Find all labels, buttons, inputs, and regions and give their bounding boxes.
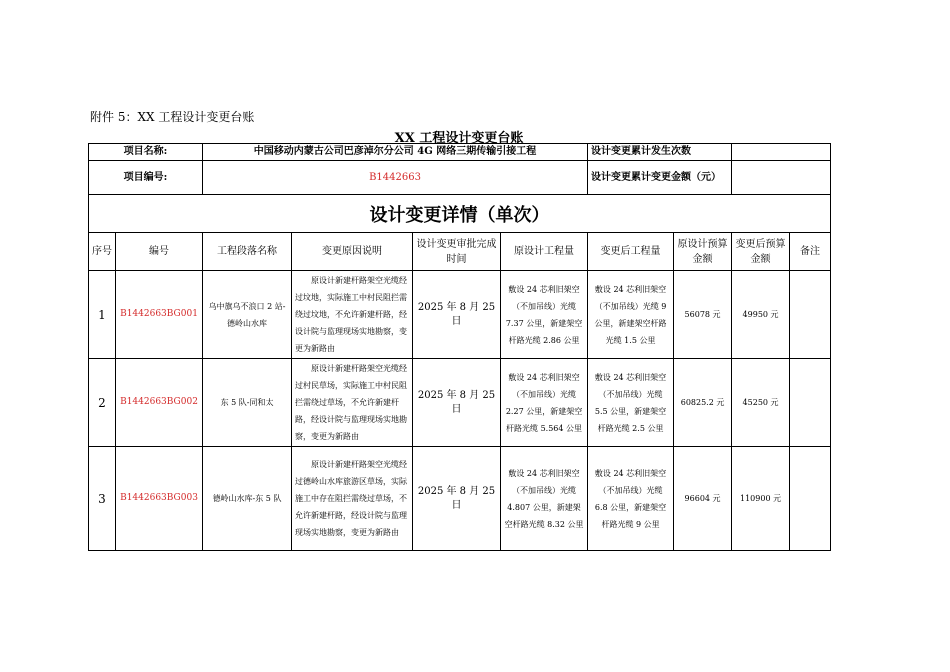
row-segment: 德岭山水库-东 5 队	[203, 447, 292, 551]
header-row	[89, 233, 831, 271]
row-reason: 原设计新建杆路架空光缆经过德岭山水库旅游区草场，实际施工中存在阻拦需绕过草场，不允许新建杆路，经设计院与监理现场实地勘察，变更为新路由	[292, 447, 413, 551]
change-count-value	[732, 144, 831, 161]
row-no: 1	[89, 271, 116, 359]
row-orig-qty: 敷设 24 芯利旧架空（不加吊线）光缆 2.27 公里，新建架空杆路光缆 5.564 公里	[501, 359, 588, 447]
project-code-value: B1442663	[203, 161, 588, 195]
col-header-code: 编号	[116, 233, 203, 271]
row-code: B1442663BG003	[116, 447, 203, 551]
row-new-amt: 49950 元	[732, 271, 790, 359]
row-orig-qty: 敷设 24 芯利旧架空（不加吊线）光缆 4.807 公里，新建架空杆路光缆 8.32 公里	[501, 447, 588, 551]
row-note	[790, 359, 831, 447]
row-reason: 原设计新建杆路架空光缆经过坟地，实际施工中村民阻拦需绕过坟地，不允许新建杆路，经设计院与监理现场实地勘察，变更为新路由	[292, 271, 413, 359]
project-name-label: 项目名称:	[89, 144, 203, 161]
section-title: 设计变更详情（单次）	[89, 195, 831, 233]
col-header-no: 序号	[89, 233, 116, 271]
row-note	[790, 447, 831, 551]
row-no: 3	[89, 447, 116, 551]
row-no: 2	[89, 359, 116, 447]
row-code: B1442663BG002	[116, 359, 203, 447]
row-date: 2025 年 8 月 25 日	[413, 271, 501, 359]
table-row	[89, 447, 831, 551]
row-orig-amt: 60825.2 元	[674, 359, 732, 447]
row-orig-qty: 敷设 24 芯利旧架空（不加吊线）光缆 7.37 公里，新建架空杆路光缆 2.86 公里	[501, 271, 588, 359]
col-header-orig-amt: 原设计预算金额	[674, 233, 732, 271]
row-segment: 东 5 队-同和太	[203, 359, 292, 447]
table-row	[89, 359, 831, 447]
col-header-reason: 变更原因说明	[292, 233, 413, 271]
col-header-orig-qty: 原设计工程量	[501, 233, 588, 271]
page-title: XX 工程设计变更台账	[394, 131, 524, 146]
col-header-new-qty: 变更后工程量	[588, 233, 674, 271]
project-name-value: 中国移动内蒙古公司巴彦淖尔分公司 4G 网络三期传输引接工程	[203, 144, 588, 161]
col-header-new-amt: 变更后预算金额	[732, 233, 790, 271]
row-segment: 乌中旗乌不浪口 2 站-德岭山水库	[203, 271, 292, 359]
row-orig-amt: 56078 元	[674, 271, 732, 359]
row-orig-amt: 96604 元	[674, 447, 732, 551]
col-header-segment: 工程段落名称	[203, 233, 292, 271]
col-header-note: 备注	[790, 233, 831, 271]
row-note	[790, 271, 831, 359]
col-header-date: 设计变更审批完成时间	[413, 233, 501, 271]
row-code: B1442663BG001	[116, 271, 203, 359]
row-new-qty: 敷设 24 芯利旧架空（不加吊线）光缆 5.5 公里，新建架空杆路光缆 2.5 公里	[588, 359, 674, 447]
change-amount-label: 设计变更累计变更金额（元）	[588, 161, 732, 195]
row-date: 2025 年 8 月 25 日	[413, 447, 501, 551]
change-amount-value	[732, 161, 831, 195]
row-new-qty: 敷设 24 芯利旧架空（不加吊线）光缆 9 公里，新建架空杆路光缆 1.5 公里	[588, 271, 674, 359]
table-row	[89, 271, 831, 359]
attachment-label: 附件 5：XX 工程设计变更台账	[90, 110, 255, 124]
row-new-qty: 敷设 24 芯利旧架空（不加吊线）光缆 6.8 公里，新建架空杆路光缆 9 公里	[588, 447, 674, 551]
row-new-amt: 45250 元	[732, 359, 790, 447]
row-new-amt: 110900 元	[732, 447, 790, 551]
row-reason: 原设计新建杆路架空光缆经过村民草场，实际施工中村民阻拦需绕过草场，不允许新建杆路，经设计院与监理现场实地勘察，变更为新路由	[292, 359, 413, 447]
project-code-label: 项目编号:	[89, 161, 203, 195]
change-count-label: 设计变更累计发生次数	[588, 144, 732, 161]
change-ledger-table	[88, 143, 831, 551]
row-date: 2025 年 8 月 25 日	[413, 359, 501, 447]
